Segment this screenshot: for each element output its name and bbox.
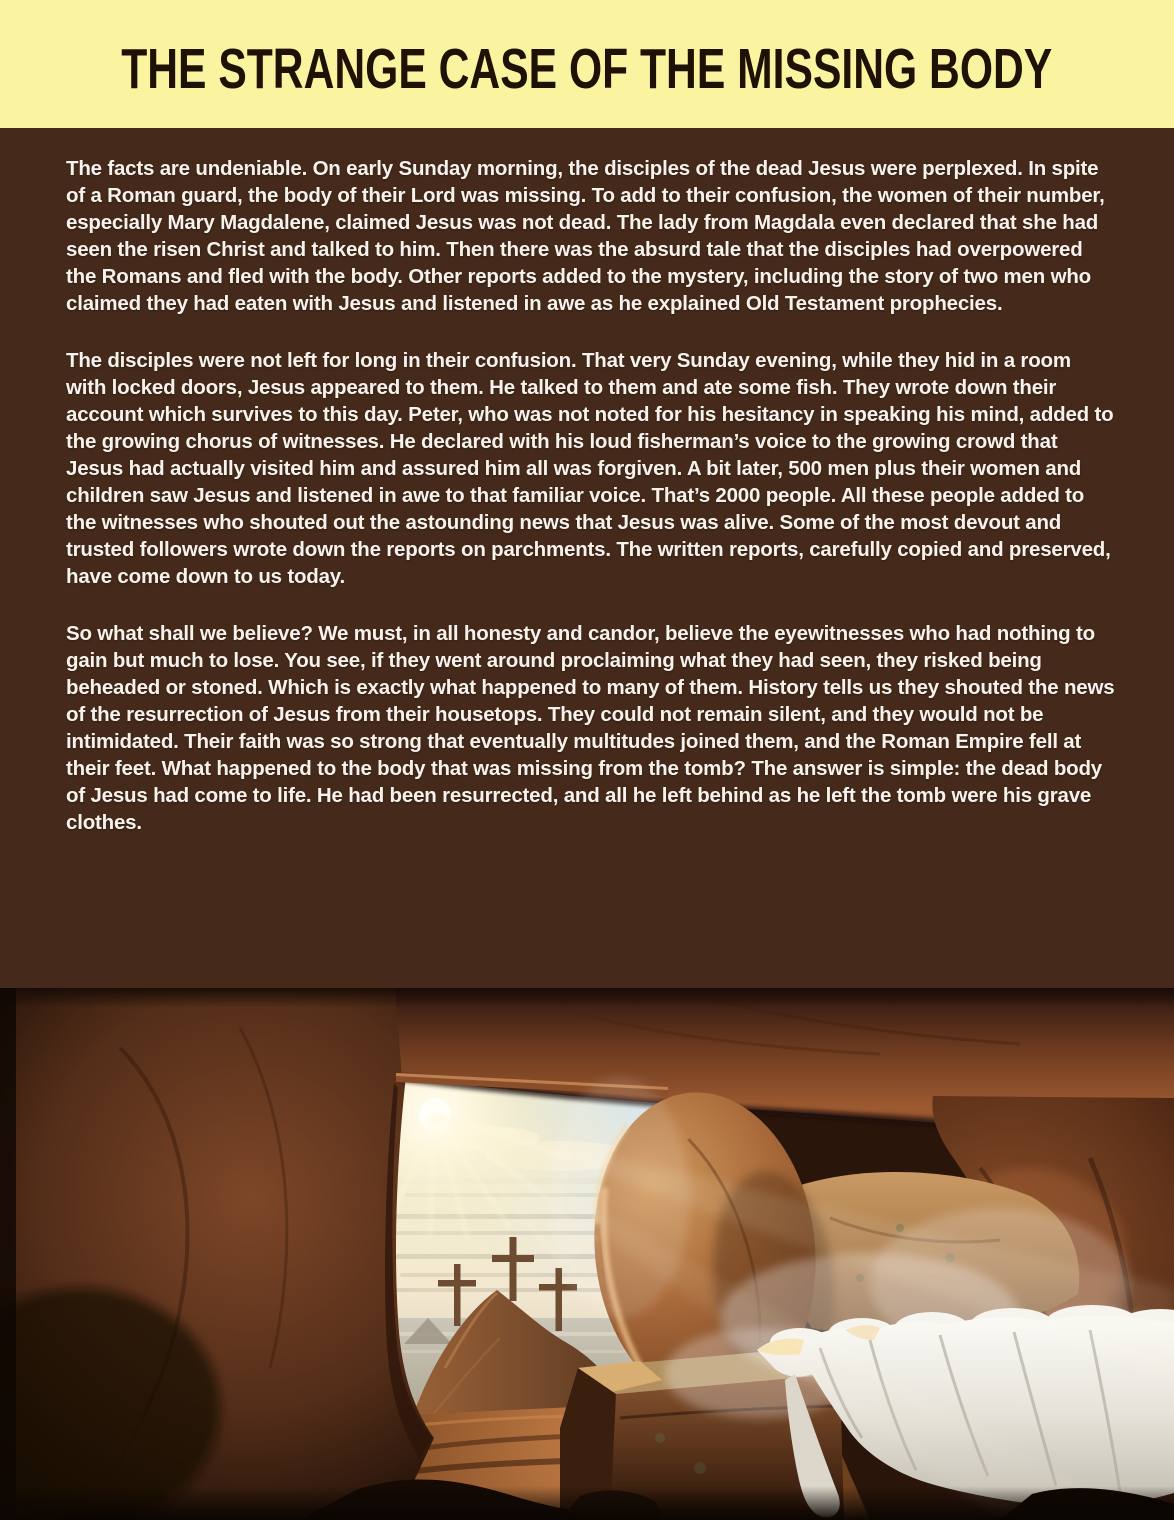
title-banner	[0, 0, 1174, 128]
empty-tomb-illustration	[0, 988, 1174, 1520]
page-title: THE STRANGE CASE OF THE MISSING BODY	[121, 38, 1053, 101]
left-wall	[0, 988, 434, 1520]
paragraph-3: So what shall we believe? We must, in all honesty and candor, believe the eyewitnesses who had nothing to gain but much to lose. You see, if they went around proclaiming what they had seen, they risked being beheaded or stoned. Which is exactly what happened to many of them. History tells us they shouted the news of the resurrection of Jesus from their housetops. They could not remain silent, and they would not be intimidated. Their faith was so strong that eventually multitudes joined them, and the Roman Empire fell at their feet. What happened to the body that was missing from the tomb? The answer is simple: the dead body of Jesus had come to life. He had been resurrected, and all he left behind as he left the tomb were his grave clothes.	[66, 622, 1115, 834]
paragraph-2: The disciples were not left for long in their confusion. That very Sunday evening, while they hid in a room with locked doors, Jesus appeared to them. He talked to them and ate some fish. They wrote down their account which survives to this day. Peter, who was not noted for his hesitancy in speaking his mind, added to the growing chorus of witnesses. He declared with his loud fisherman’s voice to the growing crowd that Jesus had actually visited him and assured him all was forgiven. A bit later, 500 men plus their women and children saw Jesus and listened in awe to that familiar voice. That’s 2000 people. All these people added to the witnesses who shouted out the astounding news that Jesus was alive. Some of the most devout and trusted followers wrote down the reports on parchments. The written reports, carefully copied and preserved, have come down to us today.	[66, 349, 1114, 588]
article-body	[0, 128, 1174, 988]
empty-tomb-photo	[0, 988, 1174, 1520]
paragraph-1: The facts are undeniable. On early Sunday morning, the disciples of the dead Jesus were perplexed. In spite of a Roman guard, the body of their Lord was missing. To add to their confusion, the women of their number, especially Mary Magdalene, claimed Jesus was not dead. The lady from Magdala even declared that she had seen the risen Christ and talked to him. Then there was the absurd tale that the disciples had overpowered the Romans and fled with the body. Other reports added to the mystery, including the story of two men who claimed they had eaten with Jesus and listened in awe as he explained Old Testament prophecies.	[66, 157, 1105, 315]
